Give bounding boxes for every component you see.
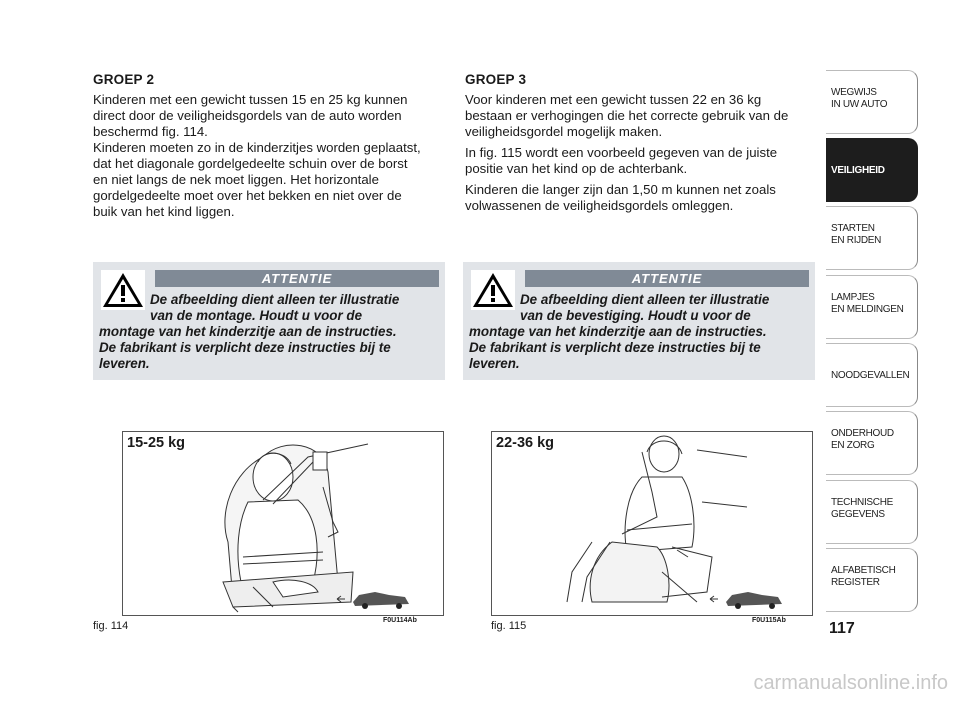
watermark: carmanualsonline.info (753, 672, 948, 694)
attentie-label: ATTENTIE (525, 270, 809, 287)
tab-technische[interactable]: TECHNISCHE GEGEVENS (826, 480, 918, 544)
tab-noodgevallen[interactable]: NOODGEVALLEN (826, 343, 918, 407)
tab-veiligheid[interactable]: VEILIGHEID (826, 138, 918, 202)
tab-alfabetisch[interactable]: ALFABETISCH REGISTER (826, 548, 918, 612)
warning-box-right (463, 262, 815, 380)
weight-label: 22-36 kg (496, 435, 555, 451)
figure-114 (122, 431, 444, 616)
fig-115-code: F0U115Ab (752, 617, 786, 624)
warning-text: De afbeelding dient alleen ter illustratie van de bevestiging. Houdt u voor de montage van het kinderzitje aan de instructies. De fabrikant is verplicht deze instructies bij te leveren. (469, 292, 770, 371)
fig-114-caption: fig. 114 (93, 620, 129, 632)
tab-lampjes[interactable]: LAMPJES EN MELDINGEN (826, 275, 918, 339)
group-3-para-2: In fig. 115 wordt een voorbeeld gegeven van de juiste positie van het kind op de achterbank. (465, 145, 778, 176)
child-seat-illustration (123, 432, 443, 615)
figure-115 (491, 431, 813, 616)
car-icon (710, 592, 782, 609)
tab-onderhoud[interactable]: ONDERHOUD EN ZORG (826, 411, 918, 475)
weight-label: 15-25 kg (127, 435, 186, 451)
warning-box-left (93, 262, 445, 380)
page-number: 117 (829, 620, 855, 637)
group-3-heading: GROEP 3 (465, 72, 527, 87)
group-3-para-1: Voor kinderen met een gewicht tussen 22 en 36 kg bestaan er verhogingen die het correcte gebruik van de veiligheidsgordel mogelijk maken. (465, 92, 789, 139)
left-column (93, 72, 448, 225)
group-2-text: Kinderen met een gewicht tussen 15 en 25 kg kunnen direct door de veiligheidsgordels van de auto worden beschermd fig. 114. Kinderen moeten zo in de kinderzitjes worden geplaatst, dat het diagonale gordelgedeelte schuin over de borst en niet langs de nek moet liggen. Het horizontale gordelgedeelte moet over het bekken en niet over de buik van het kind liggen. (93, 92, 421, 219)
tab-starten[interactable]: STARTEN EN RIJDEN (826, 206, 918, 270)
warning-text: De afbeelding dient alleen ter illustratie van de montage. Houdt u voor de montage van het kinderzitje aan de instructies. De fabrikant is verplicht deze instructies bij te leveren. (99, 292, 400, 371)
fig-114-code: F0U114Ab (383, 617, 417, 624)
right-column (465, 72, 820, 219)
booster-seat-illustration (492, 432, 788, 615)
fig-115-caption: fig. 115 (491, 620, 527, 632)
tab-wegwijs[interactable]: WEGWIJS IN UW AUTO (826, 70, 918, 134)
group-3-para-3: Kinderen die langer zijn dan 1,50 m kunnen net zoals volwassenen de veiligheidsgordels omleggen. (465, 182, 776, 213)
attentie-label: ATTENTIE (155, 270, 439, 287)
group-2-heading: GROEP 2 (93, 72, 155, 87)
